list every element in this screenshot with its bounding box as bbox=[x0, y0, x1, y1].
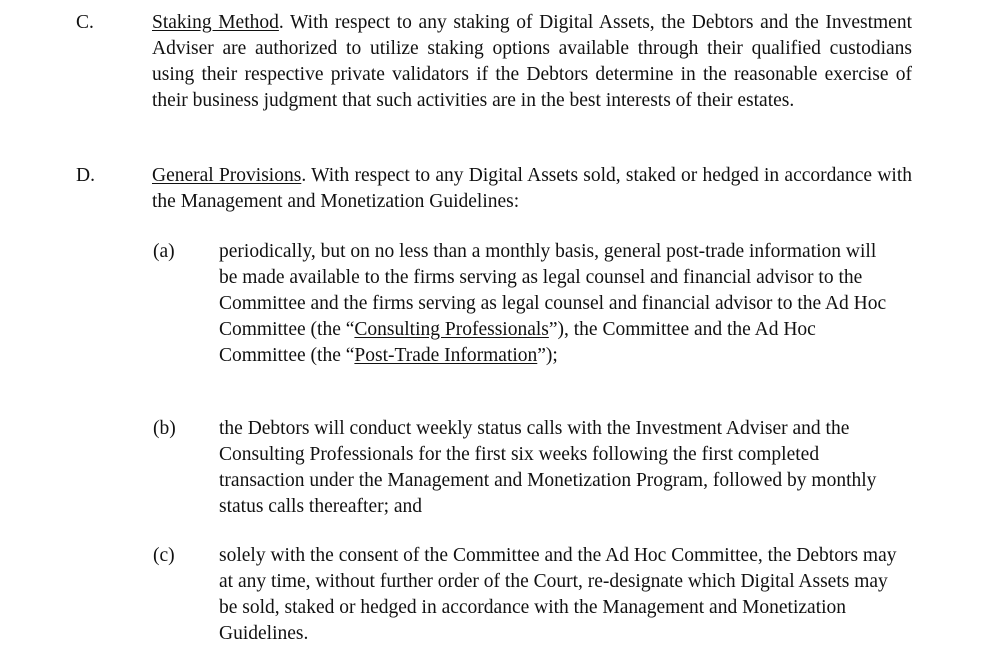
list-item-a-label: (a) bbox=[153, 241, 175, 262]
list-item-a-text-part3: ”); bbox=[537, 345, 558, 366]
defined-term-consulting-professionals: Consulting Professionals bbox=[354, 319, 549, 340]
section-c-letter: C. bbox=[76, 12, 94, 33]
defined-term-post-trade-information: Post-Trade Information bbox=[354, 345, 538, 366]
list-item-a-text-part1: periodically, but on no less than a monthly basis, general post-trade information will be made available to the firms serving as legal counsel and financial advisor to the Committee and the firms serving as legal counsel and financial advisor to the Ad Hoc Committee (the “ bbox=[219, 241, 887, 340]
section-c-paragraph bbox=[152, 10, 912, 114]
section-d-paragraph bbox=[152, 163, 912, 215]
section-c-heading: Staking Method bbox=[152, 12, 279, 33]
list-item-c-text: solely with the consent of the Committee and the Ad Hoc Committee, the Debtors may at any time, without further order of the Court, re-designate which Digital Assets may be sold, staked or hedged in accordance with the Management and Monetization Guidelines. bbox=[219, 545, 897, 644]
section-d-heading: General Provisions bbox=[152, 165, 302, 186]
list-item-b-text: the Debtors will conduct weekly status calls with the Investment Adviser and the Consulting Professionals for the first six weeks following the first completed transaction under the Management and Monetization Program, followed by monthly status calls thereafter; and bbox=[219, 418, 877, 517]
section-d-letter: D. bbox=[76, 165, 95, 186]
list-item-c-label: (c) bbox=[153, 545, 175, 566]
list-item-a-text bbox=[219, 239, 899, 369]
list-item-a-text-part2: ”), the Committee and the Ad Hoc Committee (the “ bbox=[219, 319, 816, 366]
section-c-text: . With respect to any staking of Digital Assets, the Debtors and the Investment Adviser are authorized to utilize staking options available through their qualified custodians using their respective private validators if the Debtors determine in the reasonable exercise of their business judgment that such activities are in the best interests of their estates. bbox=[152, 12, 913, 111]
list-item-b-label: (b) bbox=[153, 418, 176, 439]
section-d-text: . With respect to any Digital Assets sold, staked or hedged in accordance with the Management and Monetization Guidelines: bbox=[152, 165, 912, 212]
